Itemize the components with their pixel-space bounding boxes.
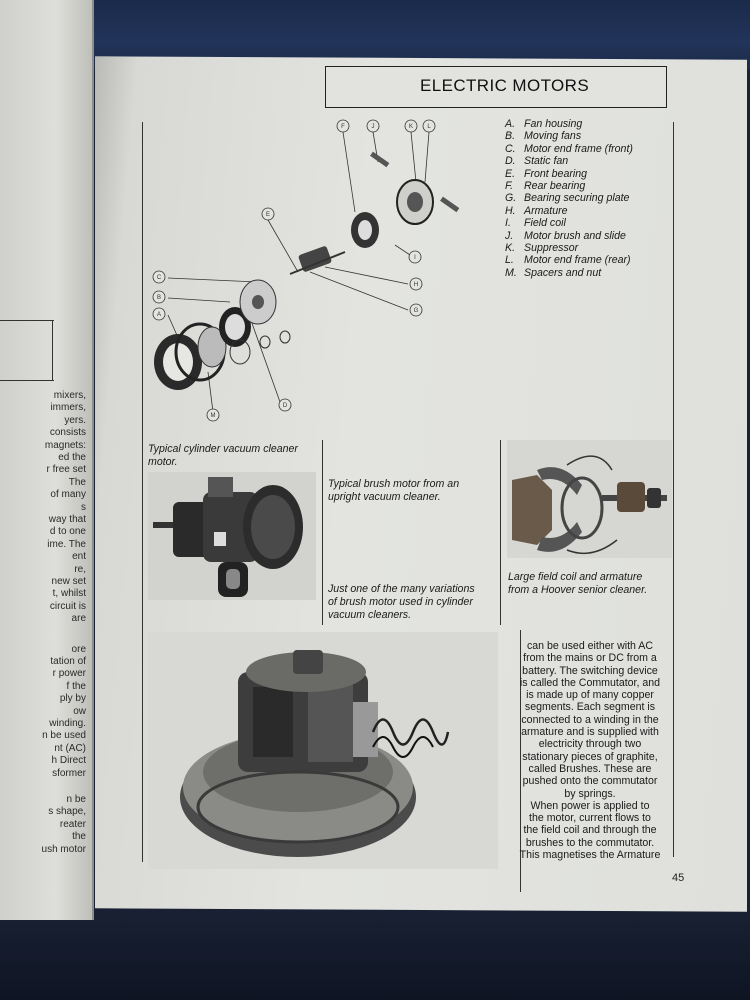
left-page-line: d to one (49, 526, 86, 538)
legend-item (505, 155, 633, 167)
left-page-line: ow (73, 705, 86, 717)
legend-text: Front bearing (524, 167, 588, 180)
caption-line: from a Hoover senior cleaner. (508, 584, 648, 596)
left-page (0, 0, 94, 920)
diagram-label-G: G (413, 308, 419, 314)
left-page-line: f the (66, 680, 86, 692)
body-text-line: is called the Commutator, and (519, 676, 661, 689)
left-page-line: of many (50, 489, 86, 501)
caption-line: upright vacuum cleaner. (328, 491, 441, 503)
left-page-rule (0, 320, 54, 321)
column-rule (673, 122, 674, 857)
left-page-line: yers. (64, 414, 86, 426)
diagram-label-H: H (413, 282, 419, 288)
caption-brush-motor (328, 478, 459, 504)
photo-cylinder-motor (148, 472, 316, 600)
exploded-motor-diagram (140, 112, 505, 432)
caption-line: vacuum cleaners. (328, 609, 412, 621)
left-page-line: ime. The (47, 538, 86, 550)
body-text-line: When power is applied to (530, 799, 650, 812)
body-text-line: can be used either with AC (526, 640, 654, 652)
legend-text: Motor brush and slide (524, 229, 626, 242)
legend-key: F. (505, 180, 514, 193)
legend-item (505, 168, 633, 180)
left-page-line: way that (48, 514, 86, 525)
body-text-line: called Brushes. These are (528, 762, 652, 775)
left-page-line: sformer (52, 767, 86, 779)
diagram-label-C: C (156, 275, 162, 281)
left-page-line: circuit is (49, 600, 86, 612)
parts-legend (505, 118, 633, 279)
caption-motor-variations (328, 583, 475, 622)
left-page-line: magnets: (44, 439, 86, 451)
legend-key: L. (505, 254, 514, 267)
legend-item (505, 217, 633, 229)
left-page-line: s (81, 501, 86, 513)
left-page-line: re, (74, 563, 86, 575)
legend-text: Fan housing (524, 118, 583, 130)
left-page-line: nt (AC) (54, 742, 86, 754)
body-text-line: the field coil and through the (523, 824, 657, 837)
body-text-line: from the mains or DC from a (523, 652, 657, 665)
legend-key: C. (505, 142, 516, 155)
left-page-line: new set (51, 576, 86, 587)
left-page-line: h Direct (51, 755, 86, 767)
caption-field-coil (508, 571, 647, 597)
legend-text: Bearing securing plate (524, 192, 630, 205)
column-rule (322, 440, 323, 625)
left-page-line: n be used (42, 730, 86, 742)
left-page-line: n be (66, 794, 86, 805)
caption-line: Typical brush motor from an (328, 478, 460, 490)
diagram-label-K: K (408, 124, 414, 130)
photo-field-coil-armature (507, 440, 672, 558)
body-text-line: electricity through two (538, 738, 642, 751)
diagram-label-L: L (427, 124, 431, 130)
body-text-line: This magnetises the Armature (519, 849, 661, 862)
body-text-line: pushed onto the commutator (522, 775, 658, 788)
legend-key: M. (505, 266, 517, 279)
legend-item (505, 143, 633, 155)
desk-background-bottom (0, 900, 750, 1000)
left-page-line: s shape, (48, 806, 86, 818)
diagram-label-E: E (265, 212, 271, 218)
legend-item (505, 254, 633, 266)
body-text-line: the motor, current flows to (529, 812, 651, 825)
left-page-line: mixers, (53, 390, 86, 401)
diagram-label-F: F (341, 124, 345, 130)
body-text-line: brushes to the commutator. (525, 836, 655, 849)
legend-text: Field coil (524, 217, 566, 230)
left-page-line: r power (52, 668, 86, 680)
legend-item (505, 205, 633, 217)
diagram-label-D: D (282, 403, 288, 409)
legend-text: Motor end frame (rear) (524, 254, 631, 267)
left-page-line: ore (71, 643, 86, 655)
legend-item (505, 230, 633, 242)
left-page-line: r free set (46, 464, 86, 476)
diagram-label-B: B (156, 295, 162, 301)
legend-text: Suppressor (524, 242, 579, 255)
body-text (510, 640, 670, 861)
left-page-line: immers, (50, 402, 86, 414)
left-page-line: ent (72, 551, 86, 563)
legend-item (505, 267, 633, 279)
legend-text: Spacers and nut (524, 266, 602, 279)
left-page-line: The (68, 476, 86, 488)
body-text-line: connected to a winding in the (521, 713, 659, 726)
page-title: ELECTRIC MOTORS (420, 76, 590, 95)
title-box (325, 66, 667, 108)
legend-key: J. (505, 229, 514, 242)
legend-text: Armature (524, 204, 568, 217)
left-page-line: winding. (49, 718, 86, 729)
body-text-line: is made up of many copper (526, 689, 654, 702)
diagram-label-A: A (156, 312, 162, 318)
left-page-line: ush motor (41, 843, 86, 855)
left-page-line: the (72, 831, 86, 843)
legend-text: Static fan (524, 155, 569, 168)
column-rule (500, 440, 501, 625)
left-page-line: ply by (59, 693, 86, 705)
body-text-line: armature and is supplied with (521, 726, 659, 739)
left-page-rule (0, 380, 54, 381)
left-page-line: reater (59, 818, 86, 830)
diagram-label-M: M (210, 413, 216, 419)
body-text-line: battery. The switching device (522, 664, 658, 677)
legend-item (505, 242, 633, 254)
legend-item (505, 130, 633, 142)
legend-text: Moving fans (524, 130, 582, 143)
left-page-line: t, whilst (52, 588, 86, 600)
legend-key: I. (505, 217, 511, 230)
legend-key: K. (505, 242, 516, 255)
left-page-line: are (71, 613, 86, 625)
left-page-line: consists (49, 427, 86, 439)
caption-line: motor. (148, 456, 178, 468)
legend-key: A. (505, 118, 516, 130)
legend-key: G. (505, 192, 517, 205)
photo-brush-motor (148, 632, 498, 869)
caption-line: Typical cylinder vacuum cleaner (148, 443, 298, 455)
caption-line: Just one of the many variations (328, 583, 475, 595)
body-text-line: stationary pieces of graphite, (522, 750, 658, 763)
legend-key: E. (505, 167, 516, 180)
legend-text: Rear bearing (524, 180, 586, 193)
page-number: 45 (672, 872, 685, 884)
left-page-line: ed the (58, 452, 86, 463)
legend-key: H. (505, 204, 516, 217)
legend-item (505, 192, 633, 204)
caption-line: of brush motor used in cylinder (328, 596, 473, 608)
left-page-box-edge (52, 320, 53, 380)
legend-item (505, 118, 633, 130)
diagram-label-I: I (414, 255, 416, 261)
body-text-line: by springs. (564, 787, 616, 800)
diagram-label-J: J (371, 124, 375, 130)
legend-item (505, 180, 633, 192)
legend-key: D. (505, 155, 516, 168)
caption-cylinder-motor (148, 443, 298, 469)
caption-line: Large field coil and armature (508, 571, 643, 583)
legend-key: B. (505, 130, 516, 143)
body-text-line: segments. Each segment is (524, 701, 656, 714)
left-page-line: tation of (50, 656, 86, 667)
legend-text: Motor end frame (front) (524, 142, 633, 155)
